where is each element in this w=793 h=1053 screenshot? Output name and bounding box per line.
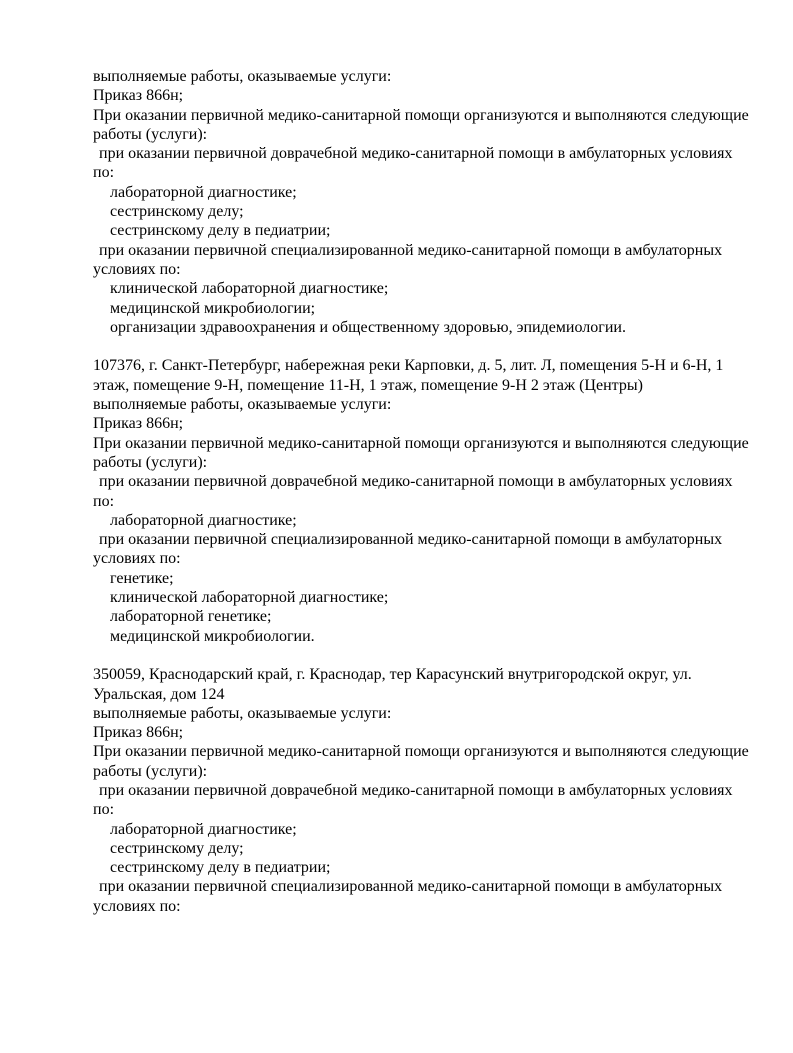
document-line: по: bbox=[93, 801, 115, 819]
document-line: при оказании первичной доврачебной медико-санитарной помощи в амбулаторных условиях bbox=[99, 145, 733, 163]
document-line: выполняемые работы, оказываемые услуги: bbox=[93, 704, 392, 722]
document-body bbox=[93, 67, 749, 916]
document-line: организации здравоохранения и общественному здоровью, эпидемиологии. bbox=[110, 318, 626, 336]
document-line: выполняемые работы, оказываемые услуги: bbox=[93, 68, 392, 85]
document-line: 350059, Краснодарский край, г. Краснодар, тер Карасунский внутригородской округ, ул. bbox=[93, 666, 692, 684]
document-section bbox=[93, 67, 749, 337]
document-line: при оказании первичной специализированной медико-санитарной помощи в амбулаторных bbox=[99, 531, 723, 549]
document-line: сестринскому делу; bbox=[110, 839, 244, 857]
document-line: при оказании первичной специализированной медико-санитарной помощи в амбулаторных bbox=[99, 241, 723, 259]
document-line: лабораторной диагностике; bbox=[110, 183, 297, 201]
document-line: сестринскому делу в педиатрии; bbox=[110, 222, 331, 240]
document-line: медицинской микробиологии; bbox=[110, 299, 316, 317]
document-line: лабораторной генетике; bbox=[110, 608, 272, 626]
document-line: При оказании первичной медико-санитарной помощи организуются и выполняются следующие bbox=[93, 434, 749, 452]
document-section bbox=[93, 356, 749, 645]
document-line: работы (услуги): bbox=[93, 453, 208, 471]
document-line: работы (услуги): bbox=[93, 762, 208, 780]
document-line: При оказании первичной медико-санитарной помощи организуются и выполняются следующие bbox=[93, 106, 749, 124]
document-line: при оказании первичной доврачебной медико-санитарной помощи в амбулаторных условиях bbox=[99, 473, 733, 491]
document-line: клинической лабораторной диагностике; bbox=[110, 280, 389, 298]
document-line: условиях по: bbox=[93, 897, 181, 915]
document-line: работы (услуги): bbox=[93, 125, 208, 143]
document-line: при оказании первичной специализированной медико-санитарной помощи в амбулаторных bbox=[99, 878, 723, 896]
document-line: этаж, помещение 9-Н, помещение 11-Н, 1 этаж, помещение 9-Н 2 этаж (Центры) bbox=[93, 376, 643, 394]
document-line: При оказании первичной медико-санитарной помощи организуются и выполняются следующие bbox=[93, 743, 749, 761]
document-line: по: bbox=[93, 492, 115, 510]
document-line: сестринскому делу; bbox=[110, 203, 244, 221]
document-line: сестринскому делу в педиатрии; bbox=[110, 859, 331, 877]
document-line: медицинской микробиологии. bbox=[110, 627, 315, 645]
document-line: при оказании первичной доврачебной медико-санитарной помощи в амбулаторных условиях bbox=[99, 781, 733, 799]
document-line: Приказ 866н; bbox=[93, 415, 184, 433]
document-line: клинической лабораторной диагностике; bbox=[110, 589, 389, 607]
document-line: выполняемые работы, оказываемые услуги: bbox=[93, 396, 392, 414]
document-line: Приказ 866н; bbox=[93, 87, 184, 105]
document-line: условиях по: bbox=[93, 260, 181, 278]
document-line: лабораторной диагностике; bbox=[110, 511, 297, 529]
document-line: по: bbox=[93, 164, 115, 182]
document-line: Приказ 866н; bbox=[93, 724, 184, 742]
document-line: условиях по: bbox=[93, 550, 181, 568]
document-line: генетике; bbox=[110, 569, 174, 587]
document-line: 107376, г. Санкт-Петербург, набережная реки Карповки, д. 5, лит. Л, помещения 5-Н и 6-Н, 1 bbox=[93, 357, 724, 375]
document-line: лабораторной диагностике; bbox=[110, 820, 297, 838]
document-section bbox=[93, 665, 749, 916]
document-line: Уральская, дом 124 bbox=[93, 685, 225, 703]
